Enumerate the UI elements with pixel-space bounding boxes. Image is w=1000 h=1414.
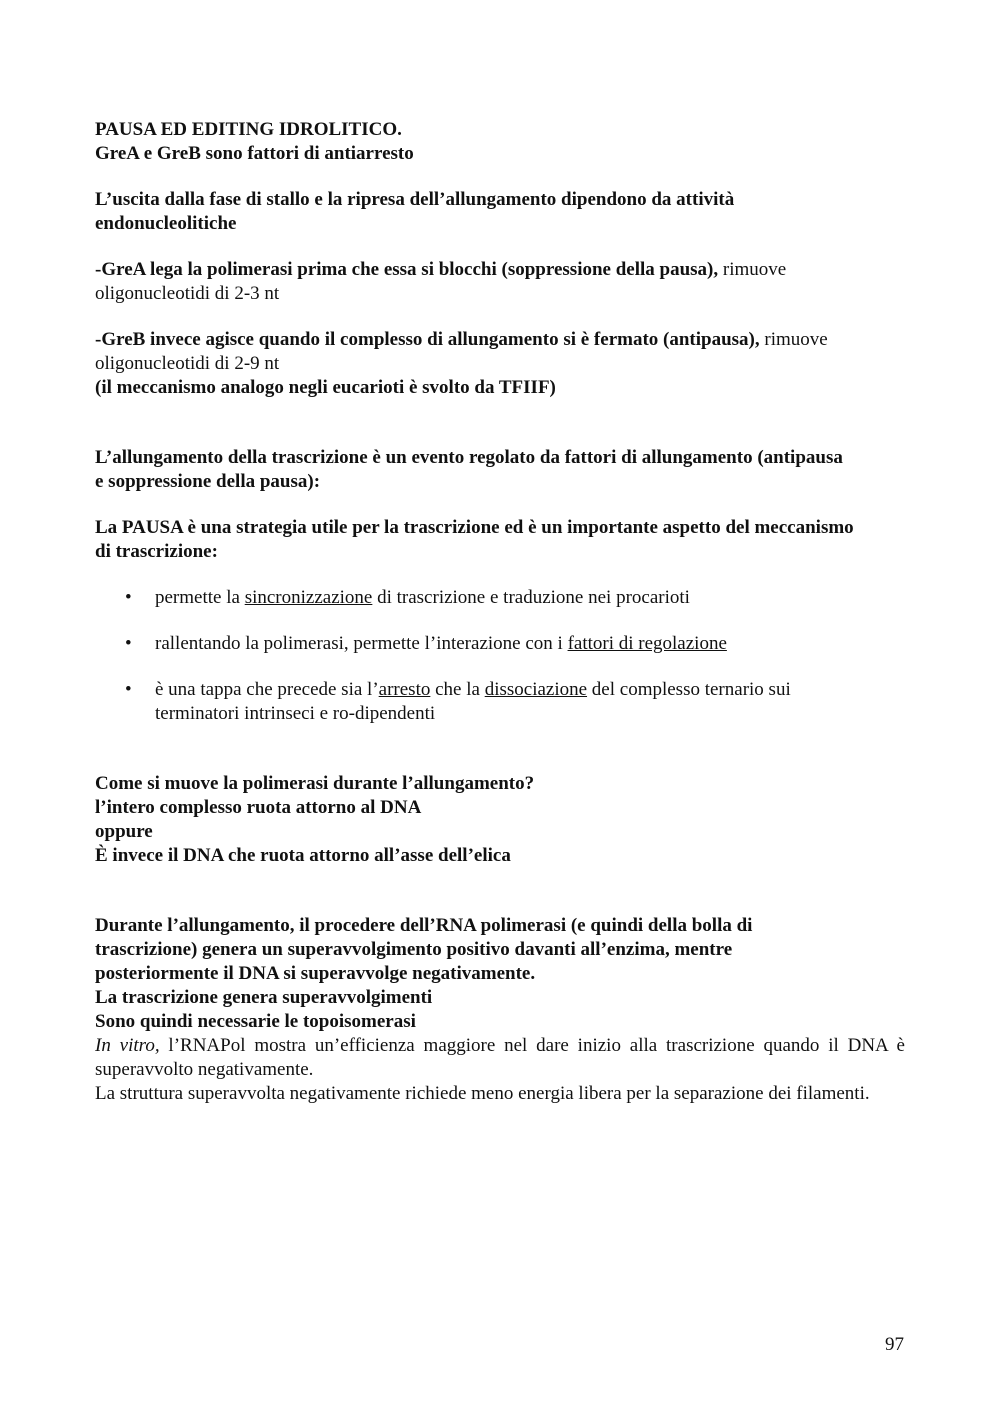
list-item <box>95 586 905 610</box>
intro-line-1: L’uscita dalla fase di stallo e la ripresa dell’allungamento dipendono da attività <box>95 189 735 210</box>
bullet-icon: • <box>125 679 132 700</box>
movement-question: Come si muove la polimerasi durante l’allungamento? <box>95 773 535 794</box>
intro-line-2: endonucleolitiche <box>95 213 237 234</box>
bullet-3-text: è una tappa che precede sia l’ <box>155 679 379 700</box>
invitro-paragraph <box>95 1034 905 1082</box>
elongation-line-1: L’allungamento della trascrizione è un evento regolato da fattori di allungamento (antipausa <box>95 447 843 468</box>
bullet-3-text-end: del complesso ternario sui <box>587 679 791 700</box>
pause-line-1: La PAUSA è una strategia utile per la trascrizione ed è un importante aspetto del meccanismo <box>95 517 854 538</box>
page-number: 97 <box>885 1334 904 1355</box>
list-item <box>95 632 905 656</box>
supercoil-line-3: posteriormente il DNA si superavvolge negativamente. <box>95 963 536 984</box>
bullet-icon: • <box>125 587 132 608</box>
grea-normal-text: rimuove <box>718 259 787 280</box>
grea-paragraph <box>95 258 905 306</box>
supercoil-paragraph <box>95 914 905 1034</box>
bullet-1-text: permette la <box>155 587 245 608</box>
pause-line-2: di trascrizione: <box>95 541 218 562</box>
grea-line-2: oligonucleotidi di 2-3 nt <box>95 283 280 304</box>
supercoil-line-2: trascrizione) genera un superavvolgimento positivo davanti all’enzima, mentre <box>95 939 733 960</box>
document-page <box>95 118 905 1106</box>
elongation-line-2: e soppressione della pausa): <box>95 471 321 492</box>
bullet-3-line-2: terminatori intrinseci e ro-dipendenti <box>155 703 436 724</box>
bullet-3-underlined-2: dissociazione <box>484 679 588 700</box>
greb-bold-text: -GreB invece agisce quando il complesso di allungamento si è fermato (antipausa), <box>95 329 760 350</box>
bullet-icon: • <box>125 633 132 654</box>
section-subtitle: GreA e GreB sono fattori di antiarresto <box>95 143 414 164</box>
bullet-2-text: rallentando la polimerasi, permette l’interazione con i <box>155 633 568 654</box>
pause-bullet-list <box>95 586 905 726</box>
section-title: PAUSA ED EDITING IDROLITICO. <box>95 119 402 140</box>
list-item <box>95 678 905 726</box>
intro-paragraph <box>95 188 905 236</box>
movement-option-2: È invece il DNA che ruota attorno all’asse dell’elica <box>95 845 511 866</box>
greb-normal-text: rimuove <box>759 329 828 350</box>
bullet-1-text-end: di trascrizione e traduzione nei procarioti <box>372 587 690 608</box>
pause-paragraph <box>95 516 905 564</box>
movement-or: oppure <box>95 821 153 842</box>
invitro-italic: In vitro, <box>95 1035 160 1056</box>
invitro-text: l’RNAPol mostra un’efficienza maggiore nel dare inizio alla trascrizione quando il DNA è superavvolto negativamente. <box>95 1035 905 1080</box>
movement-option-1: l’intero complesso ruota attorno al DNA <box>95 797 422 818</box>
movement-paragraph <box>95 772 905 868</box>
grea-bold-text: -GreA lega la polimerasi prima che essa si blocchi (soppressione della pausa), <box>95 259 719 280</box>
elongation-paragraph <box>95 446 905 494</box>
closing-paragraph: La struttura superavvolta negativamente richiede meno energia libera per la separazione dei filamenti. <box>95 1083 870 1104</box>
bullet-3-underlined-1: arresto <box>378 679 431 700</box>
bullet-1-underlined: sincronizzazione <box>244 587 373 608</box>
supercoil-line-5: Sono quindi necessarie le topoisomerasi <box>95 1011 416 1032</box>
supercoil-line-1: Durante l’allungamento, il procedere dell’RNA polimerasi (e quindi della bolla di <box>95 915 753 936</box>
bullet-2-underlined: fattori di regolazione <box>567 633 727 654</box>
bullet-3-text-mid: che la <box>430 679 485 700</box>
supercoil-line-4: La trascrizione genera superavvolgimenti <box>95 987 433 1008</box>
greb-paragraph <box>95 328 905 400</box>
greb-line-2: oligonucleotidi di 2-9 nt <box>95 353 280 374</box>
greb-line-3: (il meccanismo analogo negli eucarioti è svolto da TFIIF) <box>95 377 556 398</box>
